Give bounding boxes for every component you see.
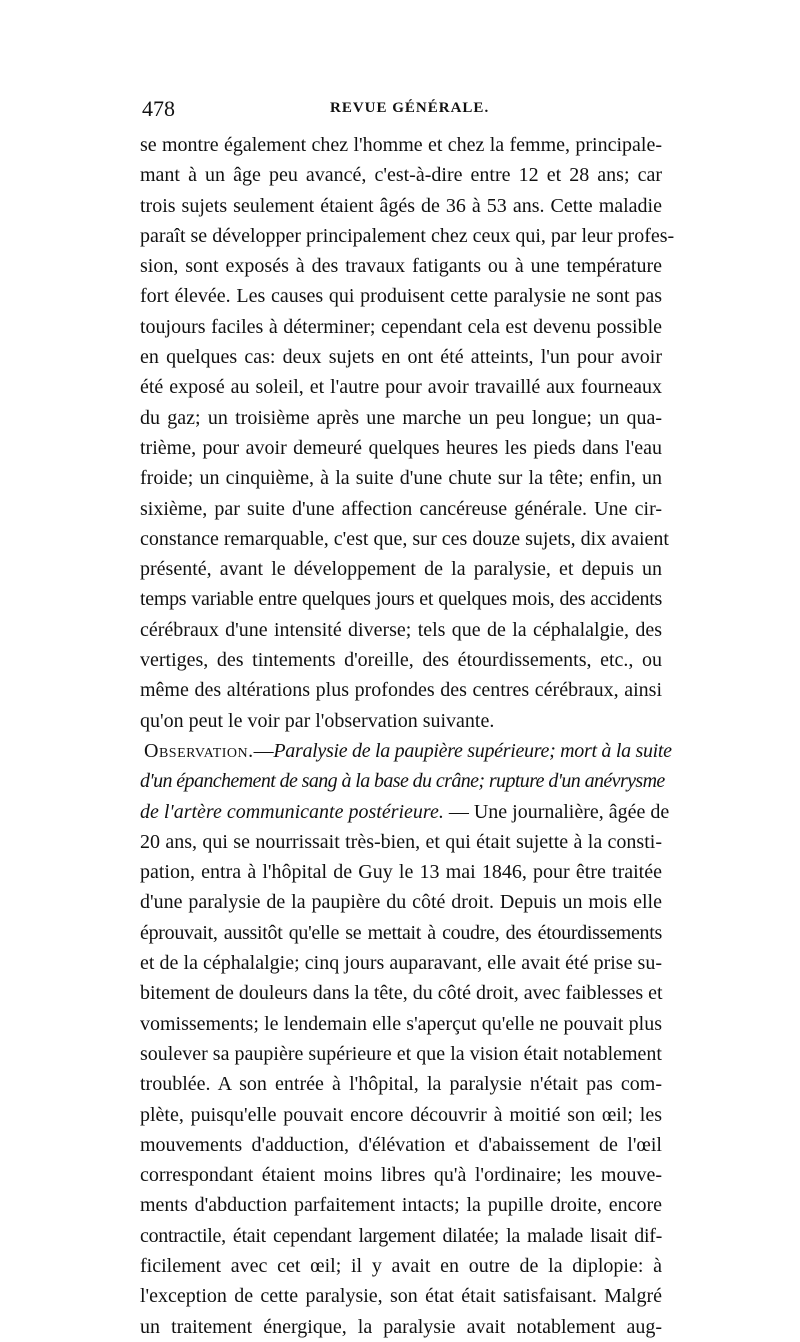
- document-page: [140, 96, 675, 1338]
- text-line: cérébraux d'une intensité diverse; tels que de la céphalalgie, des: [140, 618, 662, 641]
- text-line: ments d'abduction parfaitement intacts; la pupille droite, encore: [140, 1194, 662, 1217]
- observation-heading-line: [140, 736, 672, 766]
- page-number: 478: [142, 96, 175, 121]
- text-line: présenté, avant le développement de la paralysie, et depuis un: [140, 558, 662, 581]
- text-line: temps variable entre quelques jours et quelques mois, des accidents: [140, 588, 662, 611]
- text-line: mant à un âge peu avancé, c'est-à-dire entre 12 et 28 ans; car: [140, 164, 662, 187]
- text-line: contractile, était cependant largement dilatée; la malade lisait dif-: [140, 1224, 662, 1247]
- text-line: sion, sont exposés à des travaux fatigants ou à une température: [140, 255, 662, 278]
- text-line: du gaz; un troisième après une marche un peu longue; un qua-: [140, 406, 662, 429]
- text-line: vertiges, des tintements d'oreille, des étourdissements, etc., ou: [140, 649, 662, 672]
- text-line: et de la céphalalgie; cinq jours auparavant, elle avait été prise su-: [140, 952, 662, 975]
- text-line: trois sujets seulement étaient âgés de 36 à 53 ans. Cette maladie: [140, 194, 662, 217]
- text-line: bitement de douleurs dans la tête, du côté droit, avec faiblesses et: [140, 982, 663, 1005]
- observation-label: Observation.: [144, 739, 254, 762]
- text-line: en quelques cas: deux sujets en ont été atteints, l'un pour avoir: [140, 346, 662, 369]
- text-line: qu'on peut le voir par l'observation suivante.: [140, 709, 495, 732]
- text-line: plète, puisqu'elle pouvait encore découvrir à moitié son œil; les: [140, 1103, 662, 1126]
- observation-title-part-1: Paralysie de la paupière supérieure; mort à la suite: [273, 739, 672, 762]
- text-line: soulever sa paupière supérieure et que la vision était notablement: [140, 1042, 662, 1065]
- text-line: troublée. A son entrée à l'hôpital, la paralysie n'était pas com-: [140, 1073, 662, 1096]
- text-line: se montre également chez l'homme et chez la femme, principale-: [140, 134, 662, 156]
- text-line: trième, pour avoir demeuré quelques heures les pieds dans l'eau: [140, 436, 662, 459]
- text-line: paraît se développer principalement chez ceux qui, par leur profes-: [140, 224, 675, 247]
- text-line: d'une paralysie de la paupière du côté droit. Depuis un mois elle: [140, 891, 662, 914]
- text-line: correspondant étaient moins libres qu'à l'ordinaire; les mouve-: [140, 1164, 662, 1187]
- text-line: constance remarquable, c'est que, sur ces douze sujets, dix avaient: [140, 527, 669, 550]
- text-line: été exposé au soleil, et l'autre pour avoir travaillé aux fourneaux: [140, 376, 662, 399]
- text-line: toujours faciles à déterminer; cependant cela est devenu possible: [140, 315, 662, 338]
- observation-title-part-2: d'un épanchement de sang à la base du crâne; rupture d'un anévrysme: [140, 770, 665, 793]
- text-line: 20 ans, qui se nourrissait très-bien, et qui était sujette à la consti-: [140, 830, 662, 853]
- text-line: éprouvait, aussitôt qu'elle se mettait à coudre, des étourdissements: [140, 921, 662, 944]
- running-header: [140, 96, 662, 124]
- text-line: sixième, par suite d'une affection cancéreuse générale. Une cir-: [140, 497, 662, 520]
- text-line: vomissements; le lendemain elle s'aperçut qu'elle ne pouvait plus: [140, 1012, 662, 1035]
- text-line: l'exception de cette paralysie, son état était satisfaisant. Malgré: [140, 1285, 662, 1308]
- text-line: froide; un cinquième, à la suite d'une chute sur la tête; enfin, un: [140, 467, 662, 490]
- text-line: même des altérations plus profondes des centres cérébraux, ainsi: [140, 679, 662, 702]
- observation-title-part-3: de l'artère communicante postérieure.: [140, 800, 444, 823]
- text-line: un traitement énergique, la paralysie avait notablement aug-: [140, 1315, 662, 1338]
- text-line: pation, entra à l'hôpital de Guy le 13 mai 1846, pour être traitée: [140, 861, 662, 884]
- body-text: [140, 130, 675, 1342]
- running-title: REVUE GÉNÉRALE.: [330, 100, 490, 116]
- text-line: ficilement avec cet œil; il y avait en outre de la diplopie: à: [140, 1254, 662, 1277]
- text-line: fort élevée. Les causes qui produisent cette paralysie ne sont pas: [140, 285, 662, 308]
- observation-title-line-3: [140, 797, 670, 827]
- text-line: mouvements d'adduction, d'élévation et d'abaissement de l'œil: [140, 1133, 662, 1156]
- observation-dash: —: [253, 739, 274, 762]
- observation-text-start: — Une journalière, âgée de: [443, 800, 670, 823]
